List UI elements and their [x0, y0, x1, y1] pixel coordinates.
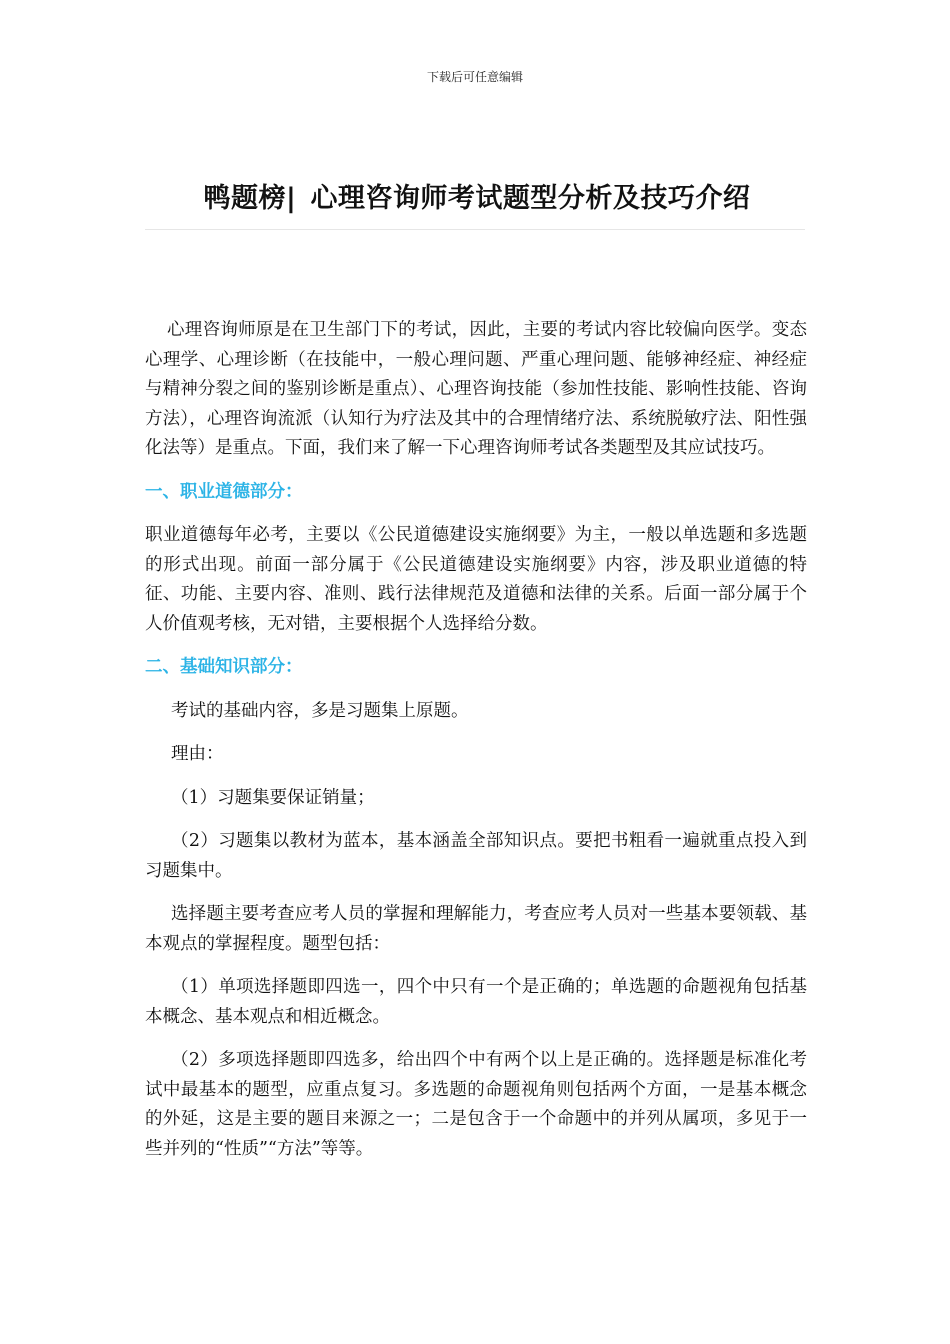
- basics-paragraph-1: 考试的基础内容，多是习题集上原题。: [171, 700, 469, 721]
- basics-paragraph-4: （2）习题集以教材为蓝本，基本涵盖全部知识点。要把书粗看一遍就重点投入到习题集中。: [145, 831, 807, 881]
- title-text: 心理咨询师考试题型分析及技巧介绍: [310, 183, 751, 214]
- section-heading-basics: 二、基础知识部分：: [145, 657, 303, 677]
- basics-paragraph-5: 选择题主要考查应考人员的掌握和理解能力，考查应考人员对一些基本要领载、基本观点的掌握程度。题型包括：: [145, 904, 807, 954]
- basics-paragraph-6: （1）单项选择题即四选一，四个中只有一个是正确的；单选题的命题视角包括基本概念、基本观点和相近概念。: [145, 977, 807, 1027]
- basics-paragraph-7: （2）多项选择题即四选多，给出四个中有两个以上是正确的。选择题是标准化考试中最基本的题型，应重点复习。多选题的命题视角则包括两个方面，一是基本概念的外延，这是主要的题目来源之一；二是包含于一个命题中的并列从属项，多见于一些并列的“性质”“方法”等等。: [145, 1050, 807, 1159]
- ethics-paragraph: 职业道德每年必考，主要以《公民道德建设实施纲要》为主，一般以单选题和多选题的形式出现。前面一部分属于《公民道德建设实施纲要》内容，涉及职业道德的特征、功能、主要内容、准则、践行法律规范及道德和法律的关系。后面一部分属于个人价值观考核，无对错，主要根据个人选择给分数。: [145, 525, 807, 634]
- intro-paragraph: 心理咨询师原是在卫生部门下的考试，因此，主要的考试内容比较偏向医学。变态心理学、心理诊断（在技能中，一般心理问题、严重心理问题、能够神经症、神经症与精神分裂之间的鉴别诊断是重点）、心理咨询技能（参加性技能、影响性技能、咨询方法），心理咨询流派（认知行为疗法及其中的合理情绪疗法、系统脱敏疗法、阳性强化法等）是重点。下面，我们来了解一下心理咨询师考试各类题型及其应试技巧。: [145, 320, 807, 458]
- document-body: [145, 316, 807, 1178]
- title-divider: [145, 229, 805, 230]
- page-title: [145, 176, 805, 215]
- page-header-note: 下载后可任意编辑: [426, 70, 523, 84]
- basics-paragraph-3: （1）习题集要保证销量；: [171, 787, 375, 808]
- section-heading-ethics: 一、职业道德部分：: [145, 481, 303, 502]
- title-brand: 鸭题榜|: [203, 183, 297, 214]
- basics-paragraph-2: 理由：: [171, 744, 224, 764]
